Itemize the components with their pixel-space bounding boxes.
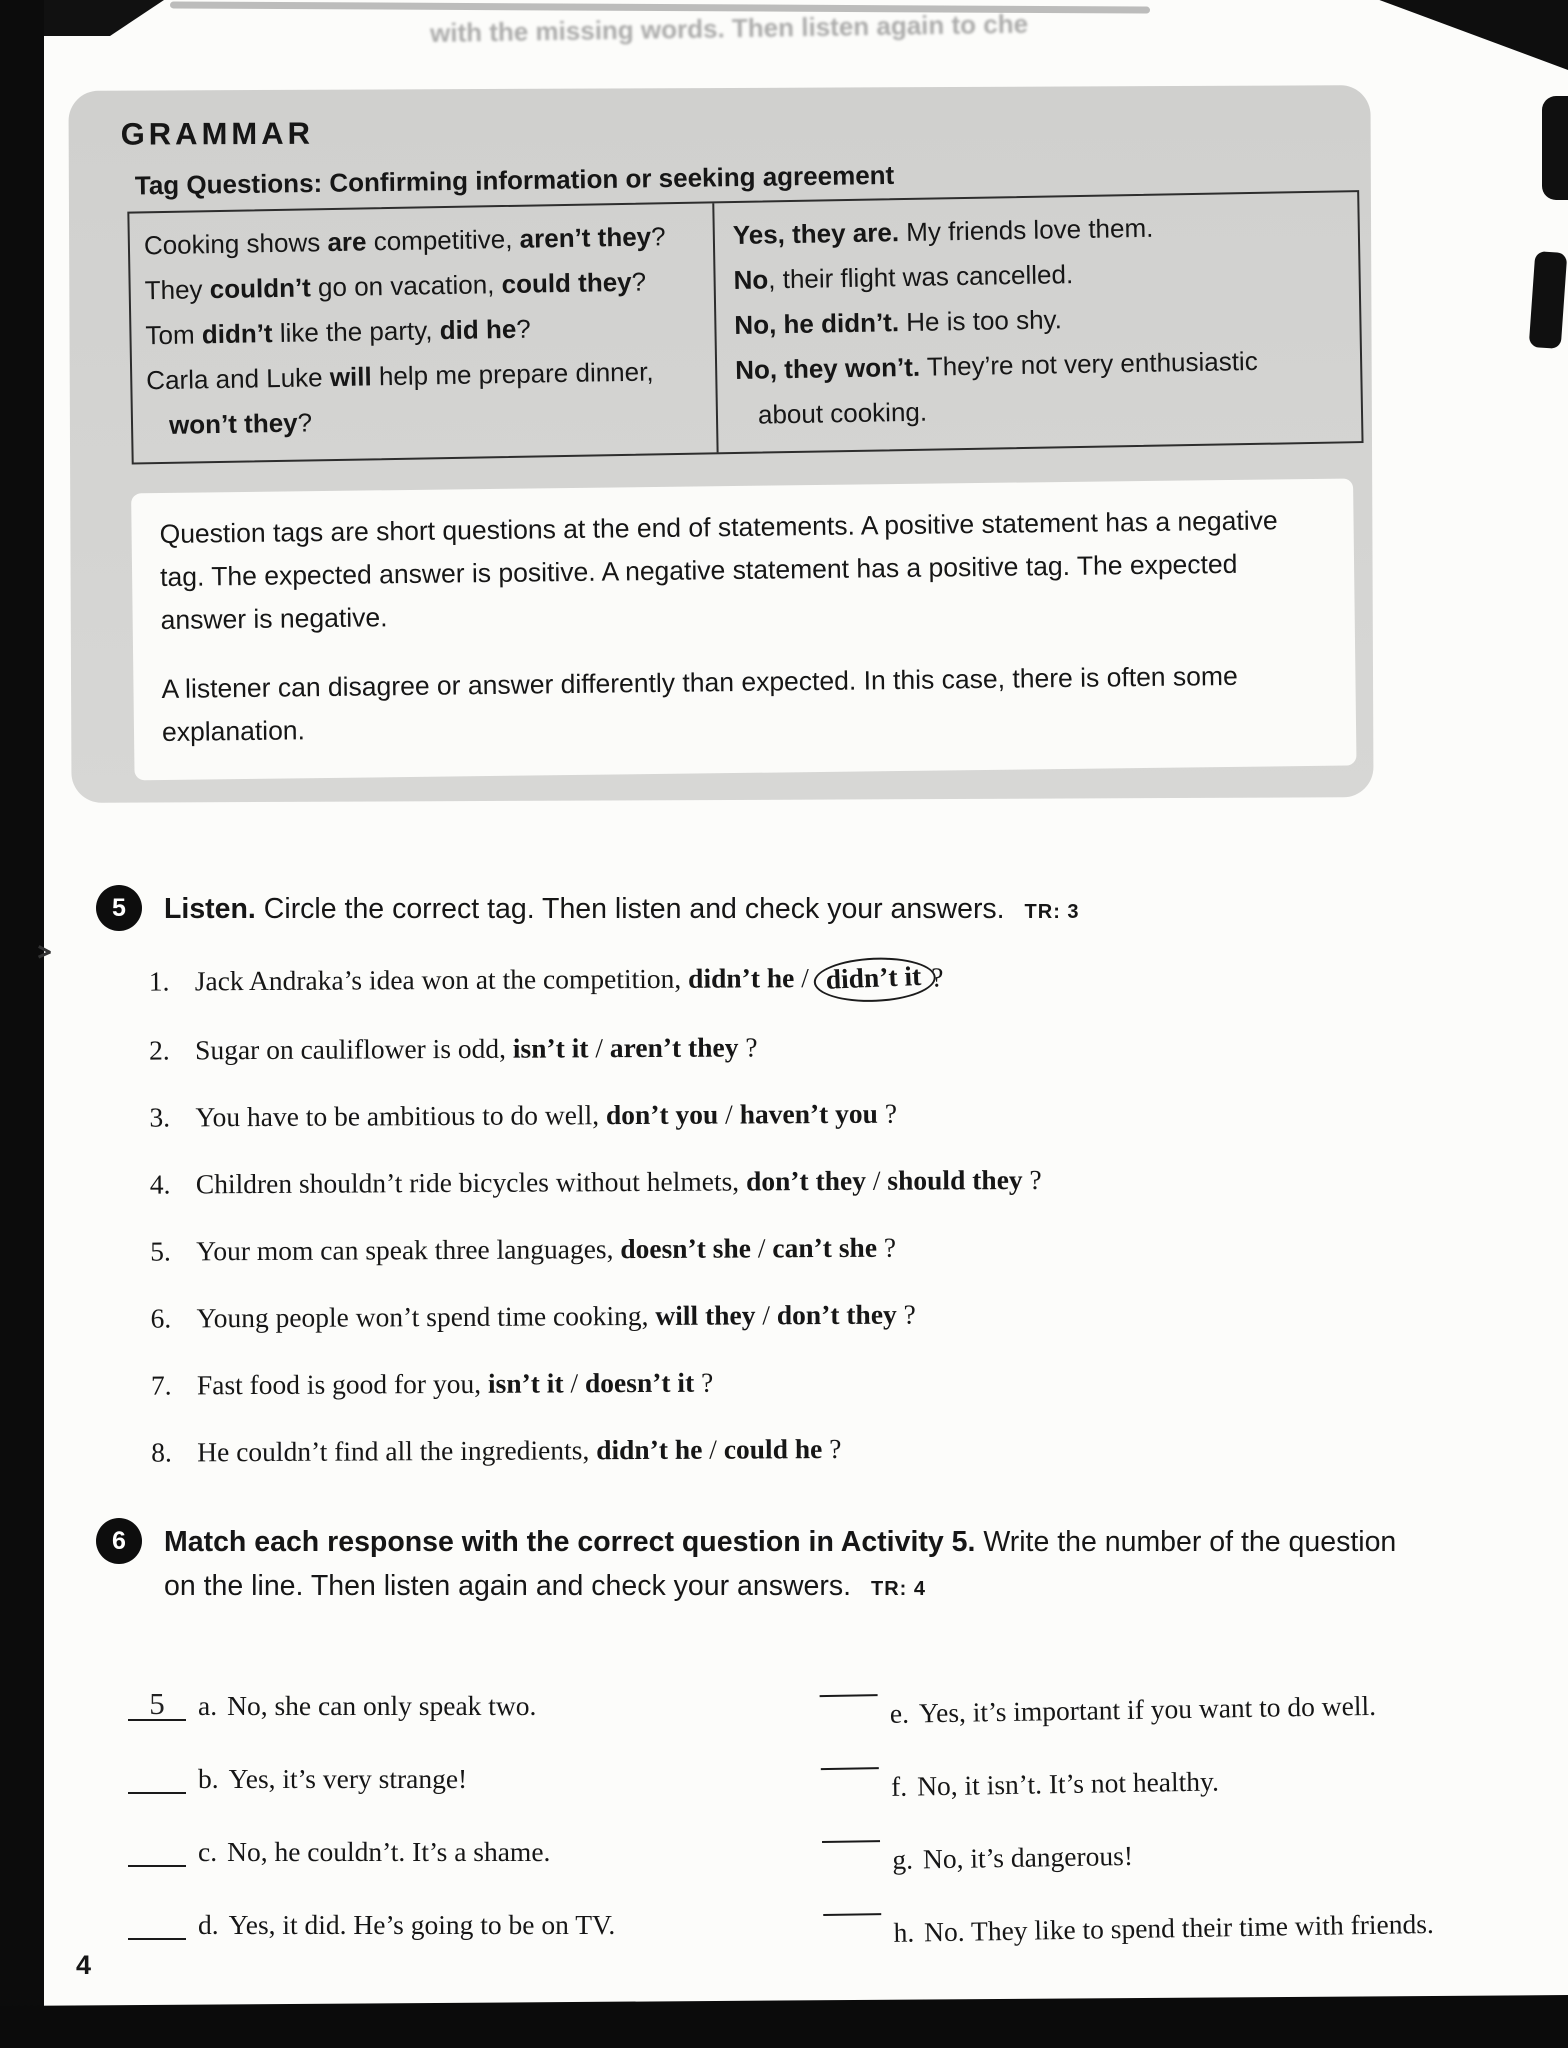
tag-question-list <box>149 956 1518 1470</box>
answer-blank <box>823 1913 881 1916</box>
scan-blob-right-2 <box>1529 251 1568 349</box>
item-number: 6. <box>150 1302 172 1334</box>
example-question-line: won’t they? <box>168 407 313 440</box>
tag-question-item <box>150 1226 1516 1269</box>
answer-blank <box>820 1694 878 1697</box>
circled-option: didn’t it <box>813 955 936 1004</box>
responses-right-column <box>820 1687 1435 1989</box>
item-text: Children shouldn’t ride bicycles without helmets, don’t they / should they ? <box>195 1163 1042 1200</box>
response-text: No, she can only speak two. <box>227 1690 537 1721</box>
examples-table <box>127 190 1363 464</box>
example-answer-line: No, he didn’t. He is too shy. <box>734 304 1063 341</box>
grammar-note: A listener can disagree or answer differently than expected. In this case, there is often some explanation. <box>161 660 1238 748</box>
response-item <box>128 1761 615 1796</box>
response-letter: e. <box>889 1697 910 1729</box>
response-text: Yes, it did. He’s going to be on TV. <box>228 1909 616 1940</box>
activity-6-track-label: TR: 4 <box>870 1578 926 1600</box>
response-letter: c. <box>198 1836 218 1867</box>
example-answer-line: No, their flight was cancelled. <box>733 259 1074 296</box>
answer-blank <box>822 1840 880 1843</box>
scan-blob-right-1 <box>1542 96 1568 200</box>
response-letter: g. <box>892 1843 914 1875</box>
grammar-box <box>68 85 1373 803</box>
answer-blank <box>128 1938 186 1940</box>
response-item <box>128 1834 615 1869</box>
response-letter: d. <box>198 1909 219 1940</box>
examples-answers-column <box>714 192 1361 452</box>
answer-blank <box>128 1865 186 1867</box>
scan-corner-top-right <box>1338 0 1568 70</box>
tag-question-item <box>151 1360 1517 1403</box>
scan-edge-left <box>0 0 44 2048</box>
item-number: 1. <box>148 965 170 997</box>
scan-corner-top-left <box>44 0 164 36</box>
item-number: 2. <box>149 1034 170 1066</box>
activity-5 <box>96 885 1516 1498</box>
item-text: You have to be ambitious to do well, don’t you / haven’t you ? <box>195 1097 898 1133</box>
response-text: Yes, it’s very strange! <box>228 1763 468 1794</box>
answer-blank: 5 <box>128 1689 186 1721</box>
responses-left-column <box>128 1688 615 1980</box>
response-text: No, it isn’t. It’s not healthy. <box>916 1765 1220 1802</box>
activity-6-instructions <box>164 1518 1404 1611</box>
answer-blank <box>128 1792 186 1794</box>
example-question-line: They couldn’t go on vacation, could they? <box>144 266 647 306</box>
response-text: Yes, it’s important if you want to do well. <box>918 1689 1377 1729</box>
activity-5-instruction-text: Circle the correct tag. Then listen and check your answers. <box>263 893 1005 925</box>
response-text: No, it’s dangerous! <box>922 1839 1134 1875</box>
response-item <box>821 1760 1432 1805</box>
response-item <box>128 1688 615 1723</box>
example-answer-line: Yes, they are. My friends love them. <box>732 212 1154 251</box>
item-number: 7. <box>150 1369 172 1401</box>
example-question-line: Cooking shows are competitive, aren’t they? <box>143 221 666 261</box>
item-number: 3. <box>149 1101 171 1133</box>
scan-edge-bottom <box>0 1994 1568 2048</box>
response-text: No. They like to spend their time with friends. <box>923 1907 1435 1948</box>
activity-5-title: Listen. <box>164 893 256 925</box>
response-item <box>820 1687 1431 1732</box>
response-letter: h. <box>893 1916 915 1948</box>
response-letter: a. <box>198 1690 218 1721</box>
grammar-title: GRAMMAR <box>120 115 315 152</box>
item-text: Your mom can speak three languages, doesn’t she / can’t she ? <box>196 1231 897 1267</box>
response-item <box>128 1907 615 1942</box>
response-letter: b. <box>198 1763 219 1794</box>
example-question-line: Carla and Luke will help me prepare dinner, <box>146 356 654 396</box>
item-number: 8. <box>151 1436 172 1468</box>
page-number: 4 <box>76 1950 92 1980</box>
example-question-line: Tom didn’t like the party, did he? <box>145 313 531 351</box>
activity-5-number-badge: 5 <box>96 885 142 931</box>
response-item <box>822 1833 1433 1878</box>
grammar-note: Question tags are short questions at the end of statements. A positive statement has a negative tag. The expected answer is positive. A negative statement has a positive tag. The expected answer is negative. <box>159 505 1278 636</box>
grammar-notes <box>131 478 1356 780</box>
activity-6-instruction-text: Write the number of the question on the line. Then listen again and check your answers. <box>164 1526 1397 1602</box>
tag-question-item <box>149 956 1515 1001</box>
item-number: 4. <box>149 1168 171 1200</box>
grammar-subtitle: Tag Questions: Confirming information or seeking agreement <box>134 159 895 201</box>
tag-question-item <box>149 1025 1515 1068</box>
activity-6-number-badge: 6 <box>96 1518 142 1564</box>
example-answer-line: about cooking. <box>757 396 928 430</box>
example-answer-line: No, they won’t. They’re not very enthusiastic <box>734 345 1258 386</box>
examples-questions-column <box>129 203 718 462</box>
tag-question-item <box>151 1427 1517 1470</box>
answer-blank <box>821 1767 879 1770</box>
activity-5-instructions <box>164 885 1404 934</box>
item-text: Sugar on cauliflower is odd, isn’t it / aren’t they ? <box>195 1031 758 1066</box>
response-text: No, he couldn’t. It’s a shame. <box>227 1836 551 1867</box>
activity-6-header <box>96 1518 1516 1611</box>
tag-question-item <box>150 1293 1516 1336</box>
response-item <box>823 1906 1434 1951</box>
item-text: He couldn’t find all the ingredients, didn’t he / could he ? <box>197 1432 842 1468</box>
activity-5-track-label: TR: 3 <box>1024 901 1080 923</box>
response-letter: f. <box>890 1770 908 1802</box>
scan-bleed-text: with the missing words. Then listen again to che <box>429 8 1029 48</box>
activity-6 <box>96 1518 1516 1611</box>
activity-6-title: Match each response with the correct question in Activity 5. <box>164 1526 976 1558</box>
tag-question-item <box>149 1092 1515 1135</box>
item-number: 5. <box>150 1235 171 1267</box>
activity-5-header <box>96 885 1516 934</box>
stray-pen-mark <box>38 946 54 958</box>
tag-question-item <box>150 1159 1516 1202</box>
item-text: Jack Andraka’s idea won at the competition, didn’t he / didn’t it ? <box>195 959 944 1001</box>
item-text: Fast food is good for you, isn’t it / doesn’t it ? <box>196 1366 714 1401</box>
item-text: Young people won’t spend time cooking, will they / don’t they ? <box>196 1298 916 1334</box>
